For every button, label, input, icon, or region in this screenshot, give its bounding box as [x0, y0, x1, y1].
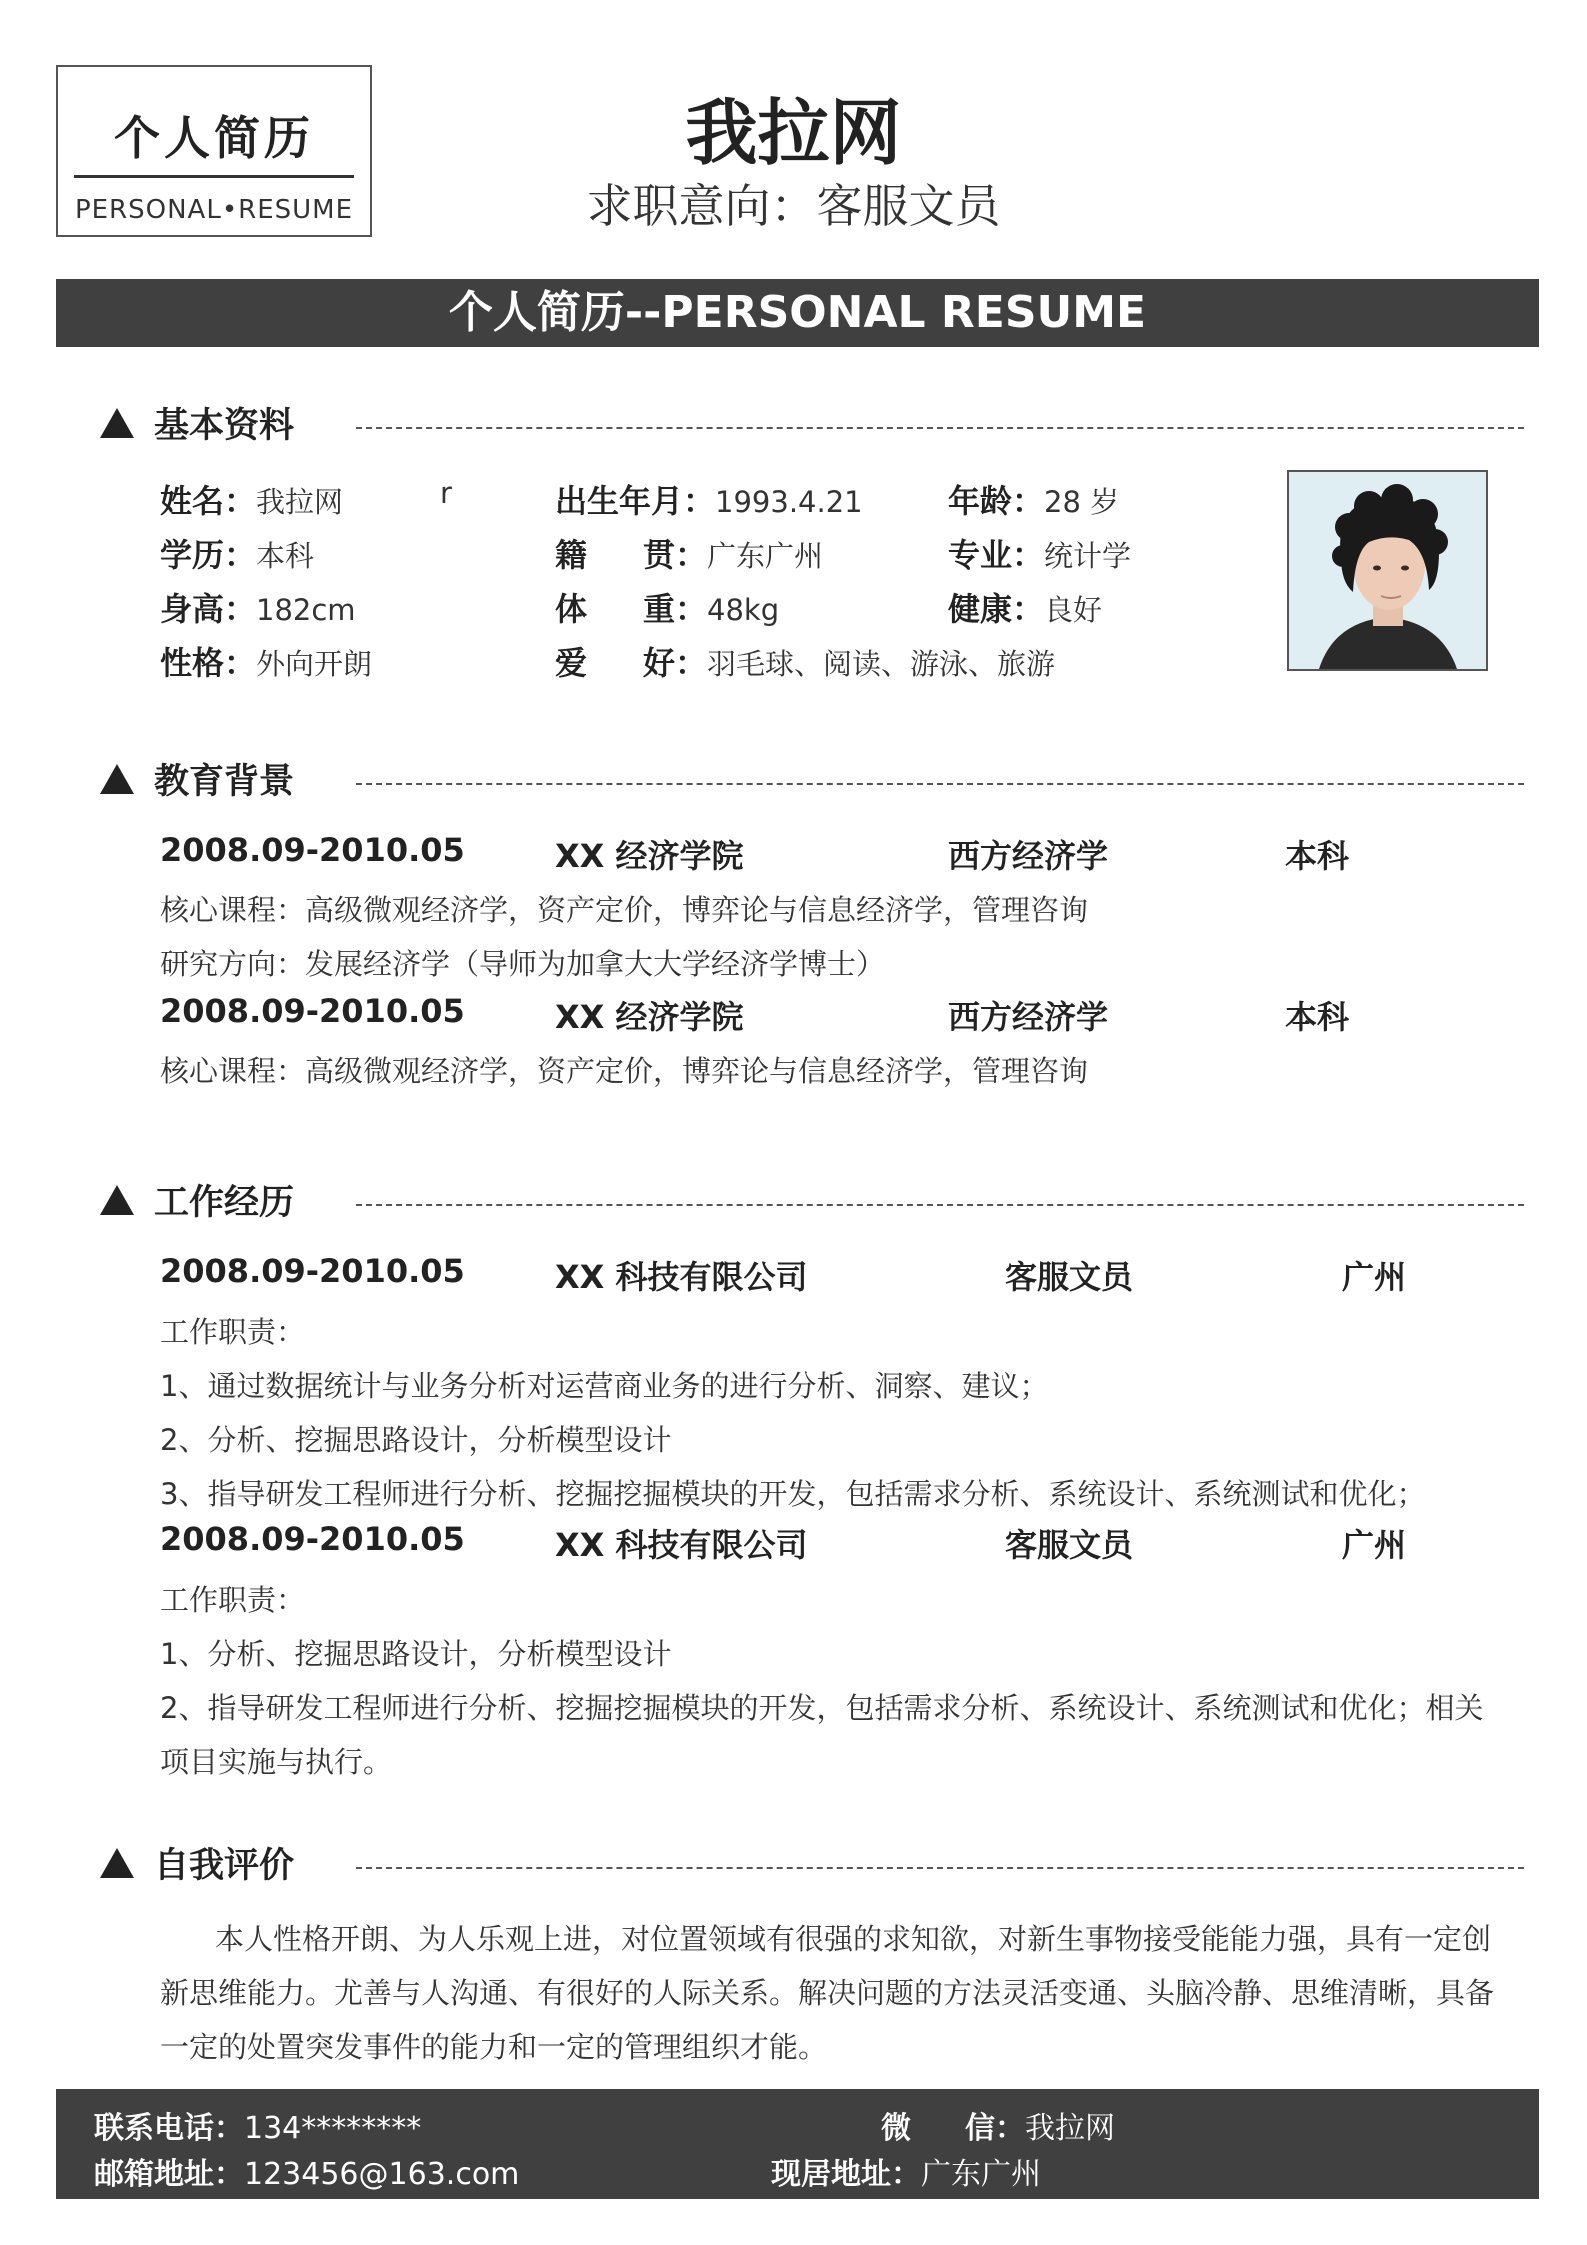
edu-major: 西方经济学: [948, 837, 1109, 875]
field-major: 专业：统计学: [948, 536, 1132, 574]
contact-footer: [56, 2089, 1539, 2199]
field-birth: 出生年月：1993.4.21: [555, 482, 863, 520]
section-header-self: 自我评价: [100, 1844, 294, 1888]
self-eval-line: 新思维能力。尤善与人沟通、有很好的人际关系。解决问题的方法灵活变通、头脑冷静、思维清晰，具备: [160, 1976, 1495, 2010]
self-eval-line: 本人性格开朗、为人乐观上进，对位置领域有很强的求知欲，对新生事物接受能能力强，具有一定创: [215, 1922, 1492, 1956]
job-intent: 求职意向：客服文员: [586, 179, 1001, 233]
triangle-icon: [100, 1185, 134, 1215]
resume-banner: 个人简历--PERSONAL RESUME: [56, 279, 1539, 347]
work-detail: 工作职责：: [160, 1583, 306, 1617]
work-company: XX 科技有限公司: [555, 1526, 808, 1564]
section-divider: [356, 427, 1524, 429]
field-health: 健康：良好: [948, 590, 1103, 628]
work-detail: 1、通过数据统计与业务分析对运营商业务的进行分析、洞察、建议；: [160, 1369, 1049, 1403]
logo-subtitle: PERSONAL•RESUME: [74, 195, 354, 225]
edu-period: 2008.09-2010.05: [160, 992, 465, 1030]
logo-title: 个人简历: [114, 111, 314, 165]
work-period: 2008.09-2010.05: [160, 1252, 465, 1290]
field-height: 身高：182cm: [160, 590, 356, 628]
field-education: 学历：本科: [160, 536, 315, 574]
triangle-icon: [100, 1848, 134, 1878]
section-header-education: 教育背景: [100, 760, 294, 804]
work-city: 广州: [1342, 1526, 1407, 1564]
section-header-work: 工作经历: [100, 1181, 294, 1225]
field-origin: 籍 贯：广东广州: [555, 536, 824, 574]
section-divider: [356, 783, 1524, 785]
edu-degree: 本科: [1285, 998, 1350, 1036]
edu-detail: 核心课程：高级微观经济学，资产定价，博弈论与信息经济学，管理咨询: [160, 893, 1089, 927]
avatar: [1287, 470, 1488, 671]
work-detail: 1、分析、挖掘思路设计，分析模型设计: [160, 1637, 672, 1671]
edu-detail: 核心课程：高级微观经济学，资产定价，博弈论与信息经济学，管理咨询: [160, 1054, 1089, 1088]
field-weight: 体 重：48kg: [555, 590, 780, 628]
triangle-icon: [100, 764, 134, 794]
field-character: 性格：外向开朗: [160, 644, 373, 682]
work-detail: 项目实施与执行。: [160, 1745, 393, 1779]
work-detail: 工作职责：: [160, 1315, 306, 1349]
field-name-extra: r: [440, 476, 452, 510]
contact-wechat: 微 信：我拉网: [881, 2111, 1115, 2146]
field-hobby: 爱 好：羽毛球、阅读、游泳、旅游: [555, 644, 1056, 682]
triangle-icon: [100, 408, 134, 438]
field-name: 姓名：我拉网: [160, 482, 344, 520]
edu-period: 2008.09-2010.05: [160, 831, 465, 869]
work-company: XX 科技有限公司: [555, 1258, 808, 1296]
edu-school: XX 经济学院: [555, 837, 744, 875]
edu-major: 西方经济学: [948, 998, 1109, 1036]
self-eval-line: 一定的处置突发事件的能力和一定的管理组织才能。: [160, 2030, 828, 2064]
section-header-basic: 基本资料: [100, 404, 294, 448]
contact-address: 现居地址：广东广州: [771, 2157, 1041, 2192]
work-detail: 3、指导研发工程师进行分析、挖掘挖掘模块的开发，包括需求分析、系统设计、系统测试和优化；: [160, 1477, 1426, 1511]
portrait-icon: [1289, 472, 1486, 669]
work-city: 广州: [1342, 1258, 1407, 1296]
contact-phone: 联系电话：134********: [94, 2111, 422, 2146]
edu-degree: 本科: [1285, 837, 1350, 875]
contact-email: 邮箱地址：123456@163.com: [94, 2157, 520, 2192]
work-detail: 2、指导研发工程师进行分析、挖掘挖掘模块的开发，包括需求分析、系统设计、系统测试和优化；相关: [160, 1691, 1484, 1725]
work-position: 客服文员: [1005, 1258, 1134, 1296]
field-age: 年龄：28 岁: [948, 482, 1120, 520]
work-detail: 2、分析、挖掘思路设计，分析模型设计: [160, 1423, 672, 1457]
section-divider: [356, 1204, 1524, 1206]
edu-school: XX 经济学院: [555, 998, 744, 1036]
work-period: 2008.09-2010.05: [160, 1520, 465, 1558]
edu-detail: 研究方向：发展经济学（导师为加拿大大学经济学博士）: [160, 947, 886, 981]
page-title: 我拉网: [685, 91, 902, 175]
work-position: 客服文员: [1005, 1526, 1134, 1564]
section-divider: [356, 1867, 1524, 1869]
